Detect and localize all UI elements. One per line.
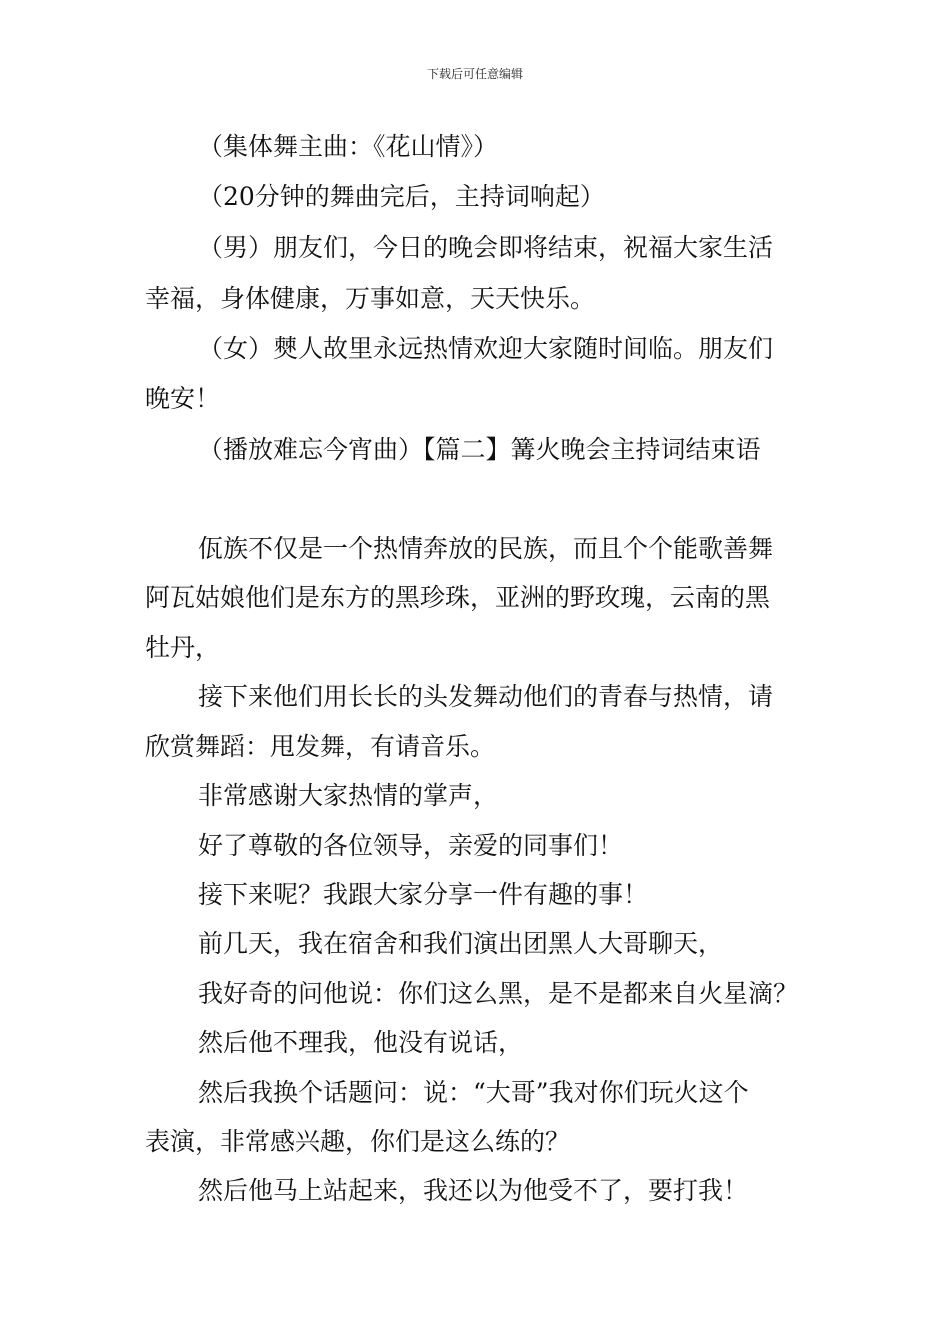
- text-line: 然后我换个话题问：说：“大哥”我对你们玩火这个: [198, 1078, 749, 1107]
- text-line: 幸福，身体健康，万事如意，天天快乐。: [145, 284, 596, 313]
- text-line: （女）僰人故里永远热情欢迎大家随时间临。朋友们: [198, 334, 774, 363]
- text-line: 然后他马上站起来，我还以为他受不了，要打我！: [198, 1176, 749, 1205]
- text-line: 佤族不仅是一个热情奔放的民族，而且个个能歌善舞: [198, 534, 774, 563]
- text-line: （集体舞主曲：《花山情》）: [198, 132, 499, 161]
- page-header: 下载后可任意编辑: [426, 67, 523, 81]
- text-line: 接下来他们用长长的头发舞动他们的青春与热情，请: [198, 682, 774, 711]
- text-line: 阿瓦姑娘他们是东方的黑珍珠，亚洲的野玫瑰，云南的黑: [145, 583, 771, 612]
- text-line: 表演，非常感兴趣，你们是这么练的？: [145, 1127, 571, 1156]
- section-heading-line: （播放难忘今宵曲）【篇二】篝火晚会主持词结束语: [198, 435, 761, 464]
- text-line: （男）朋友们，今日的晚会即将结束，祝福大家生活: [198, 233, 774, 262]
- text-line: 好了尊敬的各位领导，亲爱的同事们！: [198, 831, 624, 860]
- text-line: 欣赏舞蹈：甩发舞，有请音乐。: [145, 732, 496, 761]
- text-line: 非常感谢大家热情的掌声，: [198, 781, 499, 810]
- text-line: 晚安！: [145, 384, 221, 413]
- text-line: 我好奇的问他说：你们这么黑，是不是都来自火星滴？: [198, 979, 799, 1008]
- text-line: 接下来呢？我跟大家分享一件有趣的事！: [198, 880, 649, 909]
- text-line: 牡丹，: [145, 633, 221, 662]
- text-line: 前几天，我在宿舍和我们演出团黑人大哥聊天，: [198, 929, 724, 958]
- text-line: 然后他不理我，他没有说话，: [198, 1028, 524, 1057]
- text-line: （20分钟的舞曲完后，主持词响起）: [198, 182, 605, 211]
